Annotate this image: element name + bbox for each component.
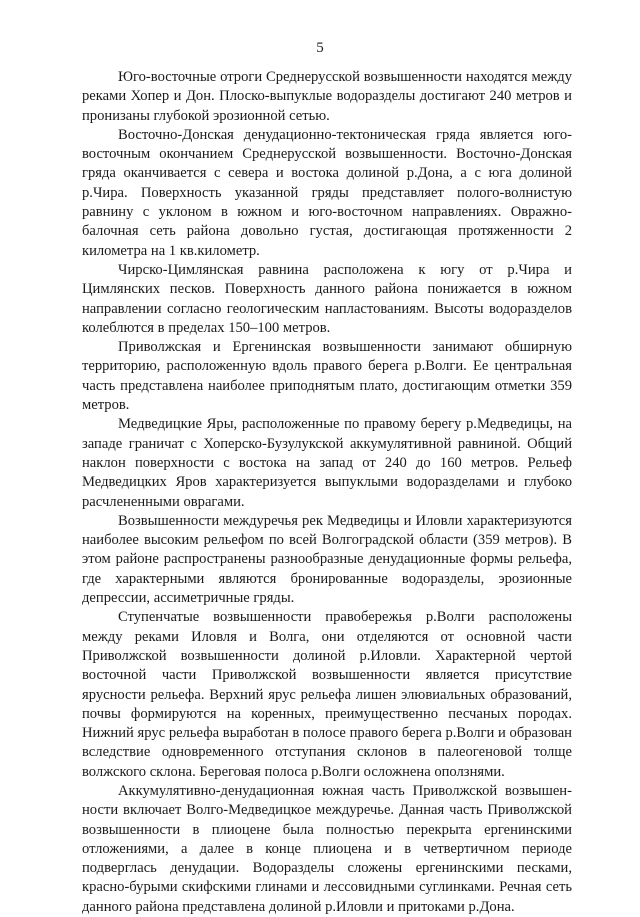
paragraph-southeast-spurs: Юго-восточные отроги Среднерусской возвышенности находятся между реками Хопер и Дон. Плоско-выпуклые водоразделы достигают 240 метров и пронизаны глубокой эрозионной сетью. <box>82 69 572 124</box>
body-text <box>82 68 572 917</box>
paragraph-medveditsa-yary: Медведицкие Яры, расположенные по правому берегу р.Медведицы, на западе граничат с Хоперско-Бузулукской аккумулятивной равниной. Общий наклон поверхности с востока на запад от 240 до 160 метров. Рельеф Медведицких Яров характеризуется выпуклыми водоразделами и глубоко расчлененными оврагами. <box>82 416 572 510</box>
paragraph-southern-volga-upland: Аккумулятивно-денудационная южная часть Приволжской возвышенности включает Волго-Медведицкое междуречье. Данная часть Приволжской возвышенности в плиоцене была полностью перекрыта ергенинскими отложениями, а далее в конце плиоцена и в четвертичном периоде подверглась денудации. Водоразделы сложены ергенинскими песками, красно-бурыми скифскими глинами и лессовидными суглинками. Речная сеть данного района представлена долиной р.Иловли и притоками р.Дона. <box>82 782 572 915</box>
paragraph-stepped-uplands: Ступенчатые возвышенности правобережья р.Волги расположены между реками Иловля и Волга, они отделяются от основной части Приволжской возвышенности долиной р.Иловли. Характерной чертой восточной части Приволжской возвышенности является присутствие ярусности рельефа. Верхний ярус рельефа лишен элювиальных образований, почвы формируются на коренных, преимущественно песчаных породах. Нижний ярус рельефа выработан в полосе правого берега р.Волги и образован вследствие одновременного отступания склонов в палеогеновой толще волжского склона. Береговая полоса р.Волги осложнена оползнями. <box>82 609 572 780</box>
paragraph-medveditsa-ilovlya-uplands: Возвышенности междуречья рек Медведицы и Иловли характеризуются наиболее высоким рельефом по всей Волгоградской области (359 метров). В этом районе распространены разнообразные денудационные формы рельефа, где характерными являются бронированные водоразделы, эрозионные депрессии, ассиметричные гряды. <box>82 512 572 607</box>
paragraph-volga-ergeni-uplands: Приволжская и Ергенинская возвышенности занимают обширную территорию, расположенную вдоль правого берега р.Волги. Ее центральная часть представлена наиболее приподнятым плато, достигающим отметки 359 метров. <box>82 339 572 414</box>
paragraph-chir-tsimlyansk-plain: Чирско-Цимлянская равнина расположена к югу от р.Чира и Цимлянских песков. Поверхность данного района понижается в южном направлении согласно геологическим напластованиям. Высоты водоразделов колеблются в пределах 150–100 метров. <box>82 261 572 336</box>
paragraph-east-don-ridge: Восточно-Донская денудационно-тектоническая гряда является юго-восточным окончанием Среднерусской возвышенности. Восточно-Донская гряда оканчивается с севера и востока долиной р.Дона, а с юга долиной р.Чира. Поверхность указанной гряды представляет полого-волнистую равнину с уклоном в южном и юго-восточном направлениях. Овражно-балочная сеть района довольно густая, достигающая протяженности 2 километра на 1 кв.километр. <box>82 126 572 259</box>
page-number: 5 <box>316 40 324 56</box>
